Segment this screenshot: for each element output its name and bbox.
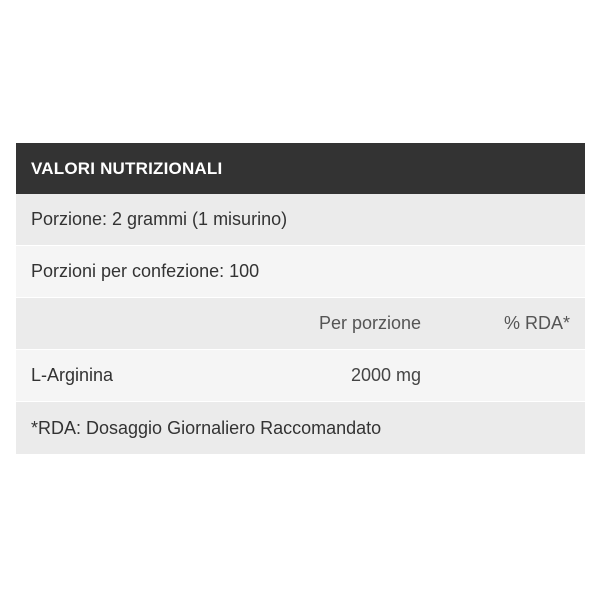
- servings-per-container-text: Porzioni per confezione: 100: [31, 261, 260, 281]
- table-header-row: [16, 143, 585, 194]
- footnote-row: [16, 402, 585, 454]
- serving-size-text: Porzione: 2 grammi (1 misurino): [31, 209, 288, 229]
- table-row: [16, 350, 585, 402]
- per-serving-column-header: Per porzione: [318, 313, 421, 333]
- serving-size-row: [16, 194, 585, 246]
- nutrition-facts-table: [16, 143, 585, 454]
- column-header-row: [16, 298, 585, 350]
- servings-per-container-row: [16, 246, 585, 298]
- rda-footnote: *RDA: Dosaggio Giornaliero Raccomandato: [31, 417, 382, 438]
- ingredient-name: L-Arginina: [31, 365, 114, 385]
- rda-column-header: % RDA*: [503, 313, 570, 333]
- ingredient-per-serving: 2000 mg: [350, 365, 421, 385]
- table-title: VALORI NUTRIZIONALI: [31, 158, 223, 178]
